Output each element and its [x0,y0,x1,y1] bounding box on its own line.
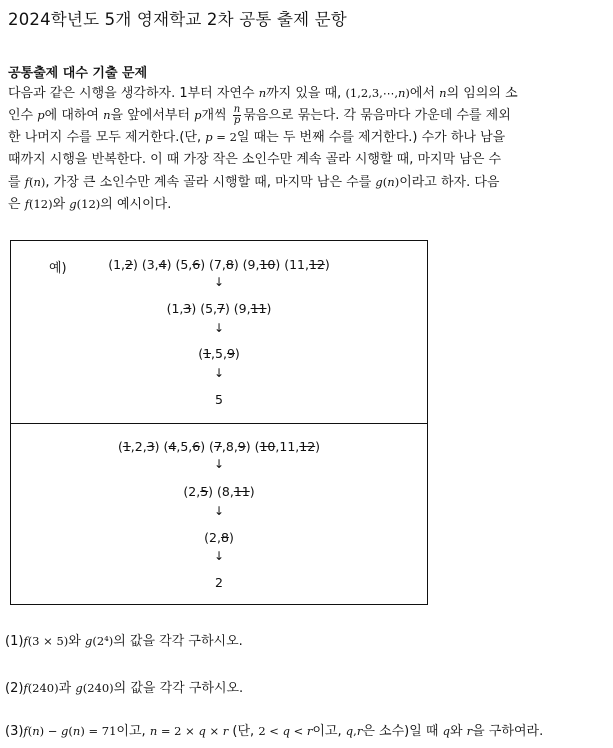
text-run: (단, [228,724,259,739]
math-variable: f [23,724,28,738]
problem-line [8,82,608,104]
math-expression: ) − [39,724,62,738]
removed-number: 8 [220,530,229,545]
removed-number: 11 [250,301,267,316]
text-run: 한 나머지 수를 모두 제거한다.(단, [8,130,206,146]
kept-text: ) (3, [132,257,159,272]
removed-number: 6 [192,439,201,454]
text-run: 이고, [312,724,346,739]
fraction-numerator: n [233,104,241,116]
math-expression: ( [28,174,34,189]
math-expression: (1,2,3,⋯, [345,86,398,100]
math-expression: = 2 × [157,724,199,738]
kept-text: ) (8, [208,484,234,499]
math-expression: (240) [82,681,114,695]
text-run: 에 대하여 [44,108,104,124]
math-expression: (240) [27,681,59,695]
example-step [11,484,427,499]
math-expression: ) [405,86,410,100]
math-variable: n [33,174,41,189]
math-variable: r [466,724,473,738]
text-run: 은 [8,196,25,212]
math-variable: q [442,724,450,738]
math-variable: g [75,681,83,695]
kept-text: 2 [215,575,223,590]
kept-text: (1, [108,257,126,272]
kept-text: (1, [166,301,184,316]
down-arrow-icon: ↓ [213,275,225,289]
text-run: , 가장 큰 소인수만 계속 골라 시행할 때, 마지막 남은 수를 [45,174,376,190]
removed-number: 9 [226,346,235,361]
text-run: 와 [68,634,85,649]
down-arrow-icon: ↓ [213,366,225,380]
removed-number: 6 [192,257,201,272]
removed-number: 1 [203,346,212,361]
text-run: 이라고 하자. 다음 [399,174,500,190]
math-variable: n [149,724,158,738]
math-variable: f [23,681,28,695]
fraction-denominator: p [233,115,241,127]
text-run: 을 앞에서부터 [110,108,195,124]
math-variable: q [345,724,354,738]
math-variable: n [258,86,267,100]
removed-number: 10 [259,257,276,272]
text-run: (3) [5,724,24,739]
example-step [11,257,427,272]
kept-text: ) (9, [224,301,251,316]
text-run: 에서 [409,86,440,101]
problem-line [8,126,608,148]
removed-number: 12 [308,257,325,272]
text-run: 을 구하여라. [472,724,544,739]
text-run: 일 때는 두 번째 수를 제거한다.) 수가 하나 남을 [236,130,506,146]
example-step [11,530,427,545]
kept-text: ( [117,439,123,454]
text-run: (1) [5,634,24,649]
kept-text: ) [234,346,240,361]
kept-text: ) [266,301,272,316]
down-arrow-icon: ↓ [213,504,225,518]
kept-text: ,5, [211,346,227,361]
down-arrow-icon: ↓ [213,549,225,563]
text-run: 를 [8,174,25,190]
example-box-g12 [10,423,428,605]
math-variable: f [24,174,29,189]
math-variable: n [439,86,447,100]
kept-text: 5 [215,392,223,407]
text-run: 의 예시이다. [100,196,172,212]
problem-line [8,149,608,171]
removed-number: 10 [259,439,276,454]
text-run: 묶음으로 묶는다. 각 묶음마다 가운데 수를 제외 [243,108,511,124]
problem-statement [8,82,608,215]
kept-text: ) [228,530,234,545]
math-variable: g [375,174,383,189]
removed-number: 1 [122,439,131,454]
math-variable: r [222,724,229,738]
math-variable: q [282,724,290,738]
text-run: 은 소수)일 때 [362,724,443,739]
text-run: 와 [52,196,70,212]
removed-number: 4 [168,439,177,454]
problem-line [8,171,608,193]
removed-number: 12 [299,439,316,454]
removed-number: 5 [200,484,209,499]
removed-number: 4 [158,257,167,272]
text-run: 과 [58,681,76,696]
math-expression: ) [394,174,400,189]
math-variable: g [61,724,69,738]
kept-text: ) [249,484,255,499]
math-variable: p [205,130,213,145]
example-step [11,439,427,454]
example-step [11,301,427,316]
text-run: 의 값을 각각 구하시오. [113,634,243,649]
question-2 [5,677,243,696]
math-variable: g [69,196,77,211]
text-run: 다음과 같은 시행을 생각하자. 1부터 자연수 [8,86,259,101]
problem-line [8,193,608,215]
math-variable: r [306,724,313,738]
kept-text: ) [315,439,321,454]
math-expression: ) = 71 [80,724,117,738]
text-run: 이고, [116,724,150,739]
example-box-f12 [10,240,428,424]
removed-number: 9 [237,439,246,454]
math-expression: × [205,724,223,738]
math-expression: (12) [28,196,53,211]
text-run: 때까지 시행을 반복한다. 이 때 가장 작은 소인수만 계속 골라 시행할 때, 마지막 남은 수 [8,151,502,167]
math-expression: (3 × 5) [27,634,69,648]
kept-text: ( [198,346,204,361]
kept-text: ) (5, [166,257,193,272]
fraction [233,105,241,126]
removed-number: 2 [125,257,133,272]
question-3 [5,720,543,739]
math-expression: < [289,724,307,738]
math-variable: n [387,174,395,189]
down-arrow-icon: ↓ [213,457,225,471]
kept-text: ,8, [221,439,238,454]
math-variable: g [84,634,93,648]
kept-text: (2, [183,484,201,499]
math-expression: ) [40,174,46,189]
kept-text: ) (9, [233,257,260,272]
text-run: 의 값을 각각 구하시오. [113,681,244,696]
kept-text: ) ( [200,439,214,454]
math-expression: ( [27,724,33,738]
text-run: 까지 있을 때, [266,86,346,101]
removed-number: 8 [225,257,234,272]
math-expression: ( [382,174,388,189]
math-variable: r [356,724,363,738]
removed-number: 11 [233,484,250,499]
kept-text: ,2, [130,439,147,454]
text-run: (2) [5,681,24,696]
removed-number: 7 [213,439,222,454]
kept-text: ) ( [245,439,260,454]
example-step [11,346,427,361]
text-run: 인수 [8,108,38,124]
kept-text: ) (7, [200,257,226,272]
kept-text: ,11, [275,439,300,454]
math-variable: p [194,108,202,123]
example-step [11,392,427,407]
example-label: 예) [49,261,67,276]
question-1 [5,630,243,649]
math-variable: f [23,634,28,648]
math-expression: = 2 [212,130,237,145]
down-arrow-icon: ↓ [213,321,225,335]
kept-text: ) ( [154,439,169,454]
kept-text: (2, [204,530,221,545]
kept-text: ) (11, [275,257,309,272]
math-variable: n [398,86,406,100]
problem-line [8,104,608,126]
removed-number: 7 [217,301,225,316]
removed-number: 3 [146,439,155,454]
page-title: 2024학년도 5개 영재학교 2차 공통 출제 문항 [8,10,347,29]
math-expression: , [353,724,357,738]
math-expression: ( [68,724,73,738]
math-variable: n [72,724,81,738]
example-step [11,575,427,590]
kept-text: ) (5, [191,301,217,316]
math-expression: (12) [76,196,101,211]
removed-number: 3 [183,301,192,316]
math-variable: q [198,724,206,738]
text-run: 개씩 [201,108,231,124]
math-variable: n [32,724,40,738]
kept-text: ,5, [176,439,193,454]
kept-text: ) [324,257,330,272]
text-run: 와 [449,724,467,739]
math-variable: p [37,108,45,123]
section-title: 공통출제 대수 기출 문제 [8,66,148,81]
math-expression: (2⁴) [92,634,114,648]
text-run: 의 임의의 소 [446,86,518,101]
math-variable: f [24,196,29,211]
math-expression: 2 < [258,724,283,738]
math-variable: n [103,108,111,123]
